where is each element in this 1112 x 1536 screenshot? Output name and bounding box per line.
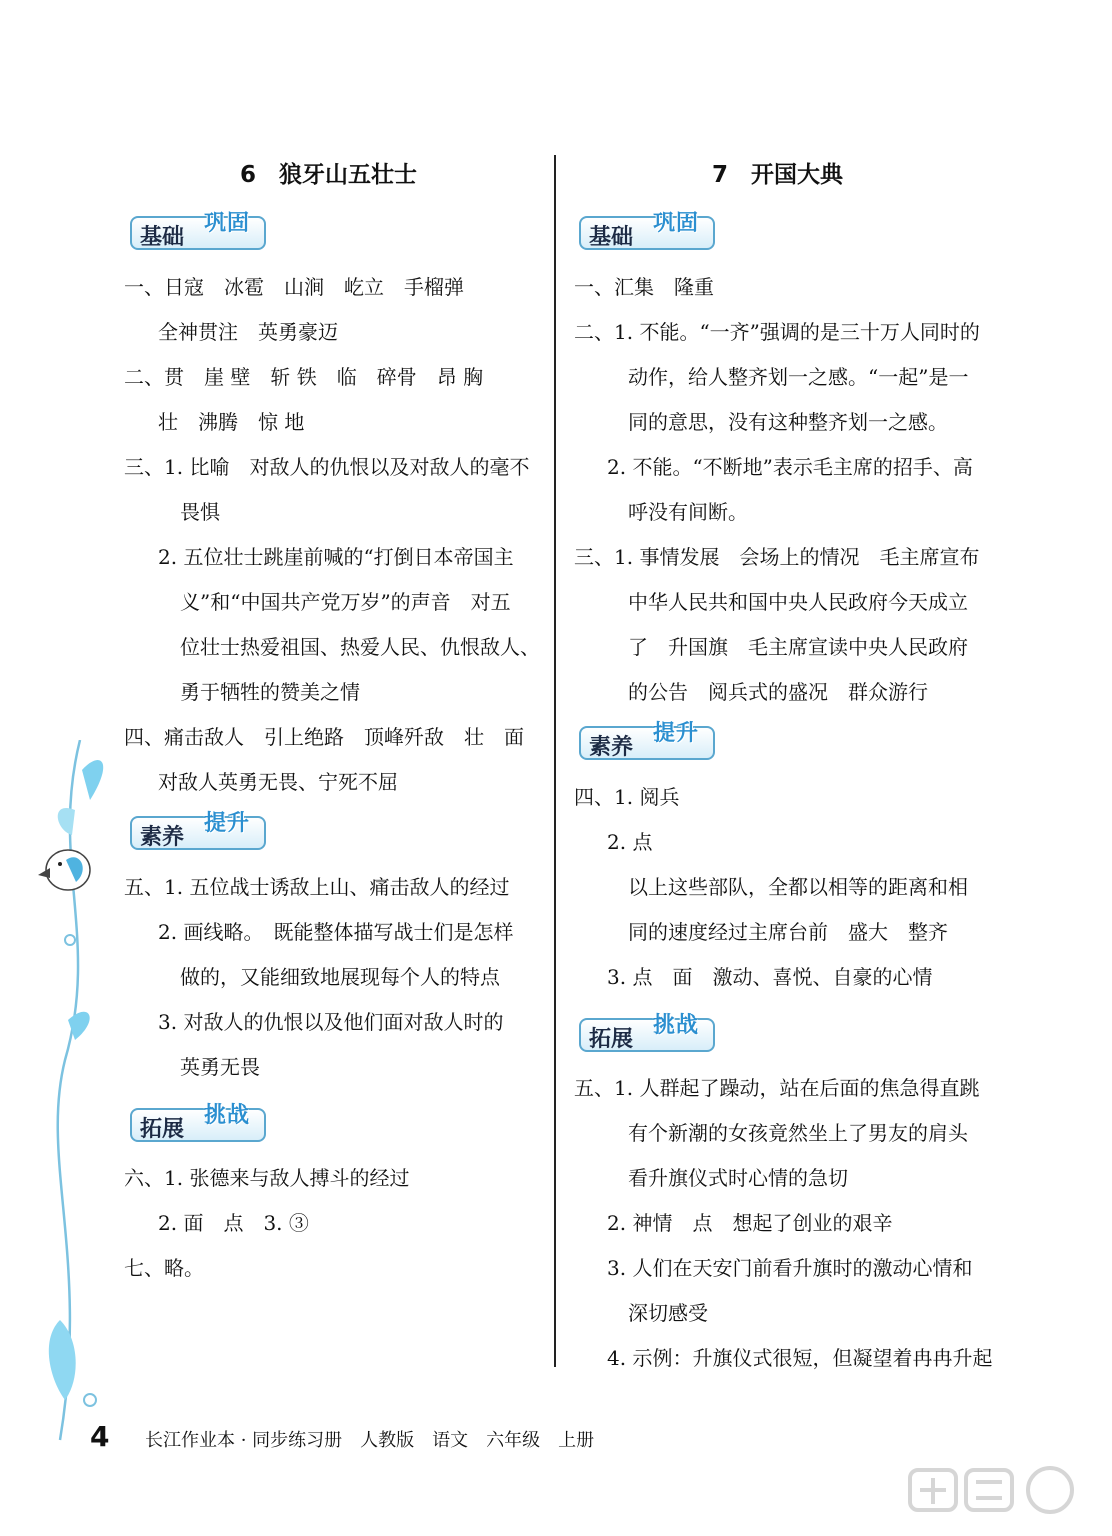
section-badge-tuozhan [130, 1098, 268, 1144]
badge-main-text: 素养 [140, 825, 185, 850]
answer-line: 对敌人英勇无畏、宁死不屈 [158, 770, 398, 794]
answer-line: 了 升国旗 毛主席宣读中央人民政府 [628, 635, 968, 659]
page-number: 4 [90, 1420, 110, 1453]
answer-line: 二、1. 不能。“一齐”强调的是三十万人同时的 [574, 320, 980, 344]
badge-sub-text: 提升 [204, 811, 251, 836]
badge-main-text: 拓展 [140, 1117, 185, 1142]
answer-line: 一、日寇 冰雹 山涧 屹立 手榴弹 [124, 275, 464, 299]
lesson-title-6: 6 狼牙山五壮士 [240, 162, 418, 188]
answer-line: 二、贯 崖 壁 斩 铁 临 碎骨 昂 胸 [124, 365, 484, 389]
answer-line: 的公告 阅兵式的盛况 群众游行 [628, 680, 928, 704]
answer-line: 畏惧 [180, 500, 220, 524]
answer-line: 以上这些部队，全都以相等的距离和相 [628, 875, 968, 899]
answer-line: 壮 沸腾 惊 地 [158, 410, 305, 434]
answer-line: 中华人民共和国中央人民政府今天成立 [628, 590, 968, 614]
answer-line: 呼没有间断。 [628, 500, 748, 524]
answer-line: 全神贯注 英勇豪迈 [158, 320, 338, 344]
answer-line: 义”和“中国共产党万岁”的声音 对五 [180, 590, 511, 614]
answer-line: 同的速度经过主席台前 盛大 整齐 [628, 920, 948, 944]
answer-line: 4. 示例：升旗仪式很短，但凝望着冉冉升起 [607, 1346, 993, 1370]
badge-sub-text: 巩固 [204, 211, 251, 236]
answer-line: 3. 点 面 激动、喜悦、自豪的心情 [607, 965, 933, 989]
column-divider [554, 155, 556, 1367]
watermark-logo-icon [900, 1460, 1100, 1530]
answer-line: 三、1. 比喻 对敌人的仇恨以及对敌人的毫不 [124, 455, 530, 479]
answer-line: 2. 神情 点 想起了创业的艰辛 [607, 1211, 893, 1235]
answer-line: 七、略。 [124, 1256, 204, 1280]
badge-main-text: 素养 [589, 735, 634, 760]
answer-line: 2. 面 点 3. ③ [158, 1211, 309, 1235]
answer-line: 位壮士热爱祖国、热爱人民、仇恨敌人、 [180, 635, 540, 659]
answer-line: 动作，给人整齐划一之感。“一起”是一 [628, 365, 969, 389]
badge-main-text: 基础 [140, 225, 185, 250]
section-badge-jichu [579, 206, 717, 252]
answer-line: 有个新潮的女孩竟然坐上了男友的肩头 [628, 1121, 968, 1145]
badge-main-text: 拓展 [589, 1027, 634, 1052]
answer-line: 六、1. 张德来与敌人搏斗的经过 [124, 1166, 410, 1190]
answer-line: 2. 画线略。 既能整体描写战士们是怎样 [158, 920, 514, 944]
answer-line: 深切感受 [628, 1301, 708, 1325]
answer-line: 做的，又能细致地展现每个人的特点 [180, 965, 500, 989]
badge-sub-text: 挑战 [653, 1013, 700, 1038]
page-footer [60, 1418, 620, 1458]
section-badge-tuozhan [579, 1008, 717, 1054]
answer-line: 勇于牺牲的赞美之情 [180, 680, 360, 704]
answer-line: 五、1. 人群起了躁动，站在后面的焦急得直跳 [574, 1076, 980, 1100]
answer-line: 2. 点 [607, 830, 653, 854]
badge-sub-text: 巩固 [653, 211, 700, 236]
answer-line: 2. 不能。“不断地”表示毛主席的招手、高 [607, 455, 973, 479]
book-info: 长江作业本 · 同步练习册 人教版 语文 六年级 上册 [145, 1430, 595, 1451]
badge-sub-text: 提升 [653, 721, 700, 746]
answer-line: 四、1. 阅兵 [574, 785, 680, 809]
answer-line: 2. 五位壮士跳崖前喊的“打倒日本帝国主 [158, 545, 514, 569]
answer-line: 3. 对敌人的仇恨以及他们面对敌人时的 [158, 1010, 504, 1034]
answer-line: 3. 人们在天安门前看升旗时的激动心情和 [607, 1256, 973, 1280]
answer-line: 英勇无畏 [180, 1055, 260, 1079]
badge-sub-text: 挑战 [204, 1103, 251, 1128]
section-badge-jichu [130, 206, 268, 252]
answer-line: 看升旗仪式时心情的急切 [628, 1166, 848, 1190]
lesson-title-7: 7 开国大典 [712, 162, 844, 188]
answer-line: 一、汇集 隆重 [574, 275, 714, 299]
vine-bird-decoration-icon [20, 740, 130, 1460]
answer-line: 五、1. 五位战士诱敌上山、痛击敌人的经过 [124, 875, 510, 899]
answer-line: 同的意思，没有这种整齐划一之感。 [628, 410, 948, 434]
answer-line: 四、痛击敌人 引上绝路 顶峰歼敌 壮 面 [124, 725, 524, 749]
section-badge-suyang [579, 716, 717, 762]
answer-line: 三、1. 事情发展 会场上的情况 毛主席宣布 [574, 545, 980, 569]
badge-main-text: 基础 [589, 225, 634, 250]
section-badge-suyang [130, 806, 268, 852]
